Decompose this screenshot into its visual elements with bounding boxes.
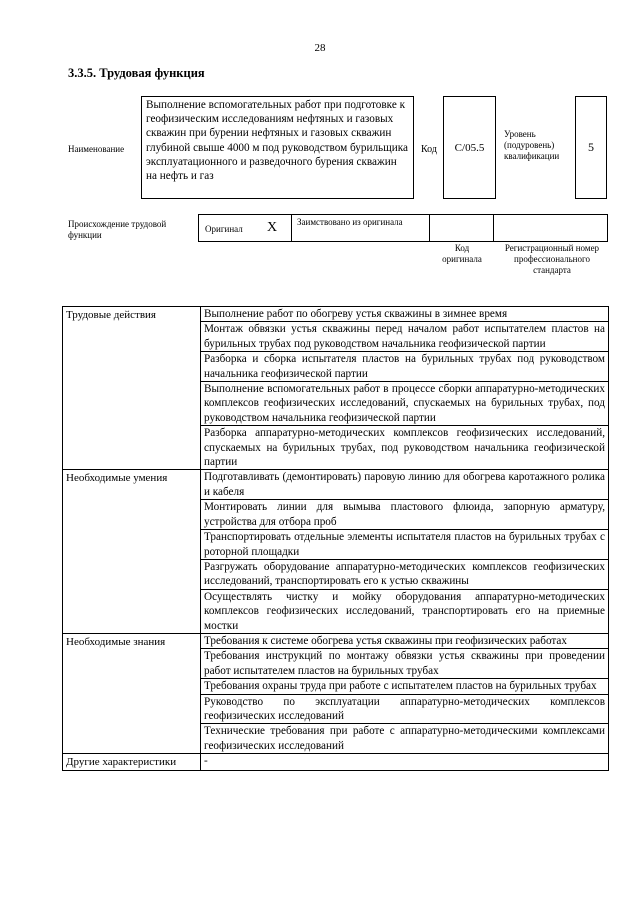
function-name-box <box>141 96 414 199</box>
item-cell: Разгружать оборудование аппаратурно-методических комплексов геофизических исследований, транспортировать его к устью скважины <box>201 559 609 589</box>
item-cell: Монтировать линии для вымыва пластового флюида, запорную арматуру, устройства для отбора проб <box>201 500 609 530</box>
origin-label: Происхождение трудовой функции <box>68 219 167 240</box>
table-row <box>63 307 609 322</box>
item-cell: Требования инструкций по монтажу обвязки устья скважины при проведении работ испытателем пластов на бурильных трубах <box>201 649 609 679</box>
borrowed-label: Заимствовано из оригинала <box>297 217 403 227</box>
item-cell: Разборка и сборка испытателя пластов на бурильных трубах под руководством начальника геофизической партии <box>201 352 609 382</box>
code-value: C/05.5 <box>454 141 485 154</box>
function-details-table <box>62 306 609 771</box>
code-original-caption: Код оригинала <box>442 243 482 264</box>
item-cell: Осуществлять чистку и мойку оборудования аппаратурно-методических комплексов геофизических исследований, транспортировать его на приемные мостки <box>201 589 609 633</box>
item-cell: Выполнение вспомогательных работ в процессе сборки аппаратурно-методических комплексов геофизических исследований, спускаемых на бурильных трубах, под руководством начальника геофизической партии <box>201 382 609 426</box>
item-cell: Выполнение работ по обогреву устья скважины в зимнее время <box>201 307 609 322</box>
category-cell: Необходимые знания <box>63 633 201 753</box>
code-label: Код <box>421 144 437 155</box>
level-label: Уровень (подуровень) квалификации <box>504 129 560 161</box>
item-cell: Транспортировать отдельные элементы испытателя пластов на бурильных трубах с роторной площадки <box>201 530 609 560</box>
name-label: Наименование <box>68 144 125 154</box>
item-cell: Подготавливать (демонтировать) паровую линию для обогрева каротажного ролика и кабеля <box>201 470 609 500</box>
registration-caption: Регистрационный номер профессионального стандарта <box>504 243 600 275</box>
item-cell: - <box>201 754 609 770</box>
category-cell: Другие характеристики <box>63 754 201 770</box>
code-box <box>443 96 496 199</box>
item-cell: Требования к системе обогрева устья скважины при геофизических работах <box>201 633 609 648</box>
item-cell: Разборка аппаратурно-методических комплексов геофизических исследований, спускаемых на бурильных трубах, под руководством начальника геофизической партии <box>201 426 609 470</box>
table-row <box>63 754 609 770</box>
origin-row <box>198 214 608 242</box>
original-mark: X <box>267 220 278 235</box>
level-value: 5 <box>588 140 594 154</box>
section-heading: 3.3.5. Трудовая функция <box>68 66 205 80</box>
level-box <box>575 96 607 199</box>
item-cell: Руководство по эксплуатации аппаратурно-методических комплексов геофизических исследований <box>201 694 609 724</box>
item-cell: Монтаж обвязки устья скважины перед началом работ испытателем пластов на бурильных трубах под руководством начальника геофизической партии <box>201 322 609 352</box>
item-cell: Технические требования при работе с аппаратурно-методическими комплексами геофизических исследований <box>201 724 609 754</box>
table-row <box>63 470 609 500</box>
page-number: 28 <box>314 42 326 54</box>
category-cell: Трудовые действия <box>63 307 201 470</box>
item-cell: Требования охраны труда при работе с испытателем пластов на бурильных трубах <box>201 679 609 694</box>
table-row <box>63 633 609 648</box>
category-cell: Необходимые умения <box>63 470 201 633</box>
function-name-text: Выполнение вспомогательных работ при подготовке к геофизическим исследованиям нефтяных и газовых скважин при бурении нефтяных и газовых скважин глубиной свыше 4000 м под руководством бурильщика эксплуатационного и разведочного бурения скважин на нефть и газ <box>146 99 408 183</box>
original-label: Оригинал <box>205 224 243 234</box>
